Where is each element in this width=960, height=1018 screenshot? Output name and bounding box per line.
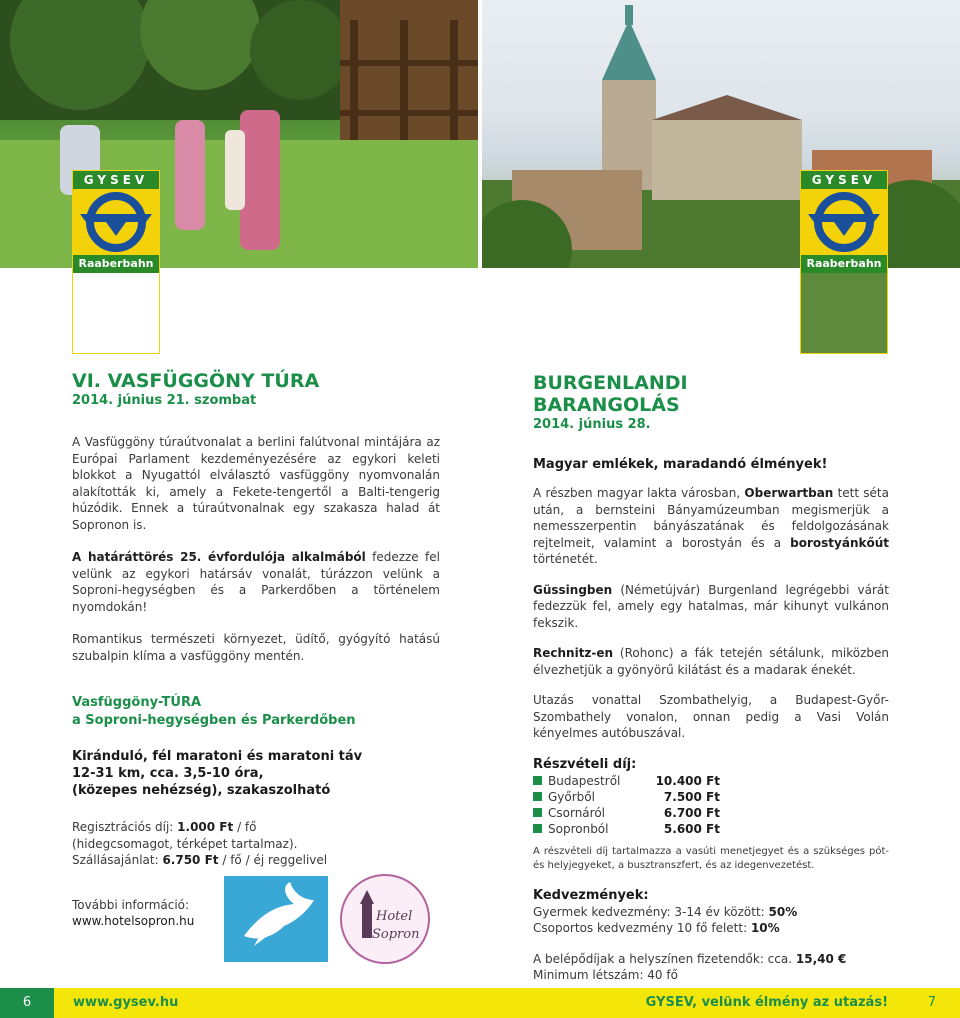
footer-slogan: GYSEV, velünk élmény az utazás!	[645, 995, 888, 1010]
page-number-left: 6	[0, 988, 54, 1018]
bullet-square-icon	[533, 776, 542, 785]
footer-url-link[interactable]: www.gysev.hu	[73, 995, 179, 1010]
registration-fee: Regisztrációs díj: 1.000 Ft / fő	[72, 820, 257, 834]
bullet-square-icon	[533, 808, 542, 817]
fee-amount: 10.400 Ft	[655, 773, 720, 788]
distance-line-2: 12-31 km, cca. 3,5-10 óra,	[72, 766, 264, 781]
left-climate: Romantikus természeti környezet, üdítő, gyógyító hatású szubalpin klíma a vasfüggöny mentén.	[72, 632, 440, 663]
gysev-emblem-icon	[73, 189, 159, 255]
hotel-place: Sopron	[372, 927, 420, 942]
info-url-link[interactable]: www.hotelsopron.hu	[72, 914, 195, 928]
info-label: További információ:	[72, 897, 190, 912]
accommodation-offer: Szállásajánlat: 6.750 Ft / fő / éj reggelivel	[72, 853, 328, 867]
tour-location: a Soproni-hegységben és Parkerdőben	[72, 713, 356, 728]
bullet-square-icon	[533, 792, 542, 801]
castle-scene	[482, 0, 960, 268]
gysev-emblem-icon	[801, 189, 887, 255]
left-intro: A Vasfüggöny túraútvonalat a berlini falútvonal mintájára az Európai Parlament kezdeményezésére az egykori keleti blokkot a Nyugattól elválasztó vasfüggöny nyomvonalán alakították ki, amely a Fekete-tengertől a Balti-tengerig húzódik. Ennek a túraútvonalnak egy szakasza halad át Sopronon is.	[72, 435, 440, 532]
fee-city: Sopronból	[548, 821, 609, 836]
gussing-paragraph: Güssingben (Németújvár) Burgenland legrégebbi várát fedezzük fel, amely egy hatalmas, már kihunyt vulkánon fekszik.	[533, 582, 889, 630]
left-anniversary: A határáttörés 25. évfordulója alkalmából fedezze fel velünk az egykori határsáv vonalát, túrázzon velünk a Soproni-hegységben és a Parkerdőben a történelem nyomdokán!	[72, 550, 440, 614]
rechnitz-paragraph: Rechnitz-en (Rohonc) a fák tetején sétálunk, miközben élvezhetjük a gyönyörű kilátást és a madarak énekét.	[533, 646, 889, 677]
page-footer	[0, 988, 960, 1018]
right-tagline: Magyar emlékek, maradandó élmények!	[533, 457, 828, 472]
hotel-sopron-logo	[340, 874, 430, 964]
page-number-right: 7	[927, 995, 936, 1010]
left-date: 2014. június 21. szombat	[72, 393, 257, 408]
castle-photo	[482, 0, 960, 268]
oberwart-paragraph: A részben magyar lakta városban, Oberwartban tett séta után, a bernsteini Bányamúzeumban megismerjük a nemesszerpentin bányászatának és feldolgozásának rejtelmeit, valamint a borostyán és a borostyánkőút történetét.	[533, 486, 889, 566]
entry-fees: A belépődíjak a helyszínen fizetendők: cca. 15,40 €	[533, 951, 847, 966]
registration-note: (hidegcsomagot, térképet tartalmaz).	[72, 836, 298, 851]
tour-name: Vasfüggöny-TÚRA	[72, 695, 202, 710]
fee-row	[533, 789, 889, 805]
fee-city: Csornáról	[548, 805, 605, 820]
fee-note: A részvételi díj tartalmazza a vasúti menetjegyet és a szükséges pót- és helyjegyeket, a busztranszfert, és az idegenvezetést.	[533, 845, 889, 871]
logo-sub: Raaberbahn	[73, 255, 159, 273]
dove-icon	[224, 876, 328, 962]
fee-city: Győrből	[548, 789, 595, 804]
fee-amount: 7.500 Ft	[663, 789, 720, 804]
fee-title: Részvételi díj:	[533, 756, 637, 772]
logo-brand: GYSEV	[73, 171, 159, 189]
vasfuggony-section	[72, 370, 440, 930]
bullet-square-icon	[533, 824, 542, 833]
distance-line-3: (közepes nehézség), szakaszolható	[72, 783, 331, 798]
group-discount: Csoportos kedvezmény 10 fő felett: 10%	[533, 921, 780, 935]
fee-amount: 6.700 Ft	[663, 805, 720, 820]
left-title: VI. VASFÜGGÖNY TÚRA	[72, 370, 320, 392]
fee-row	[533, 805, 889, 821]
right-title-2: BARANGOLÁS	[533, 394, 680, 416]
logo-brand: GYSEV	[801, 171, 887, 189]
fee-city: Budapestről	[548, 773, 621, 788]
discount-title: Kedvezmények:	[533, 887, 649, 903]
fee-row	[533, 821, 889, 837]
fee-amount: 5.600 Ft	[663, 821, 720, 836]
right-title-1: BURGENLANDI	[533, 372, 688, 394]
gysev-logo-left	[72, 170, 160, 354]
minimum-participants: Minimum létszám: 40 fő	[533, 968, 678, 982]
dove-image	[224, 876, 328, 962]
distance-line-1: Kiránduló, fél maratoni és maratoni táv	[72, 749, 363, 764]
fee-list	[533, 773, 889, 837]
child-discount: Gyermek kedvezmény: 3-14 év között: 50%	[533, 904, 798, 919]
right-date: 2014. június 28.	[533, 417, 651, 432]
gysev-logo-right	[800, 170, 888, 354]
hotel-name: Hotel	[376, 909, 413, 924]
travel-paragraph: Utazás vonattal Szombathelyig, a Budapest-Győr-Szombathely vonalon, onnan pedig a Vasi Volán kényelmes autóbuszával.	[533, 693, 889, 740]
burgenland-section	[533, 372, 889, 984]
fee-row	[533, 773, 889, 789]
logo-sub: Raaberbahn	[801, 255, 887, 273]
